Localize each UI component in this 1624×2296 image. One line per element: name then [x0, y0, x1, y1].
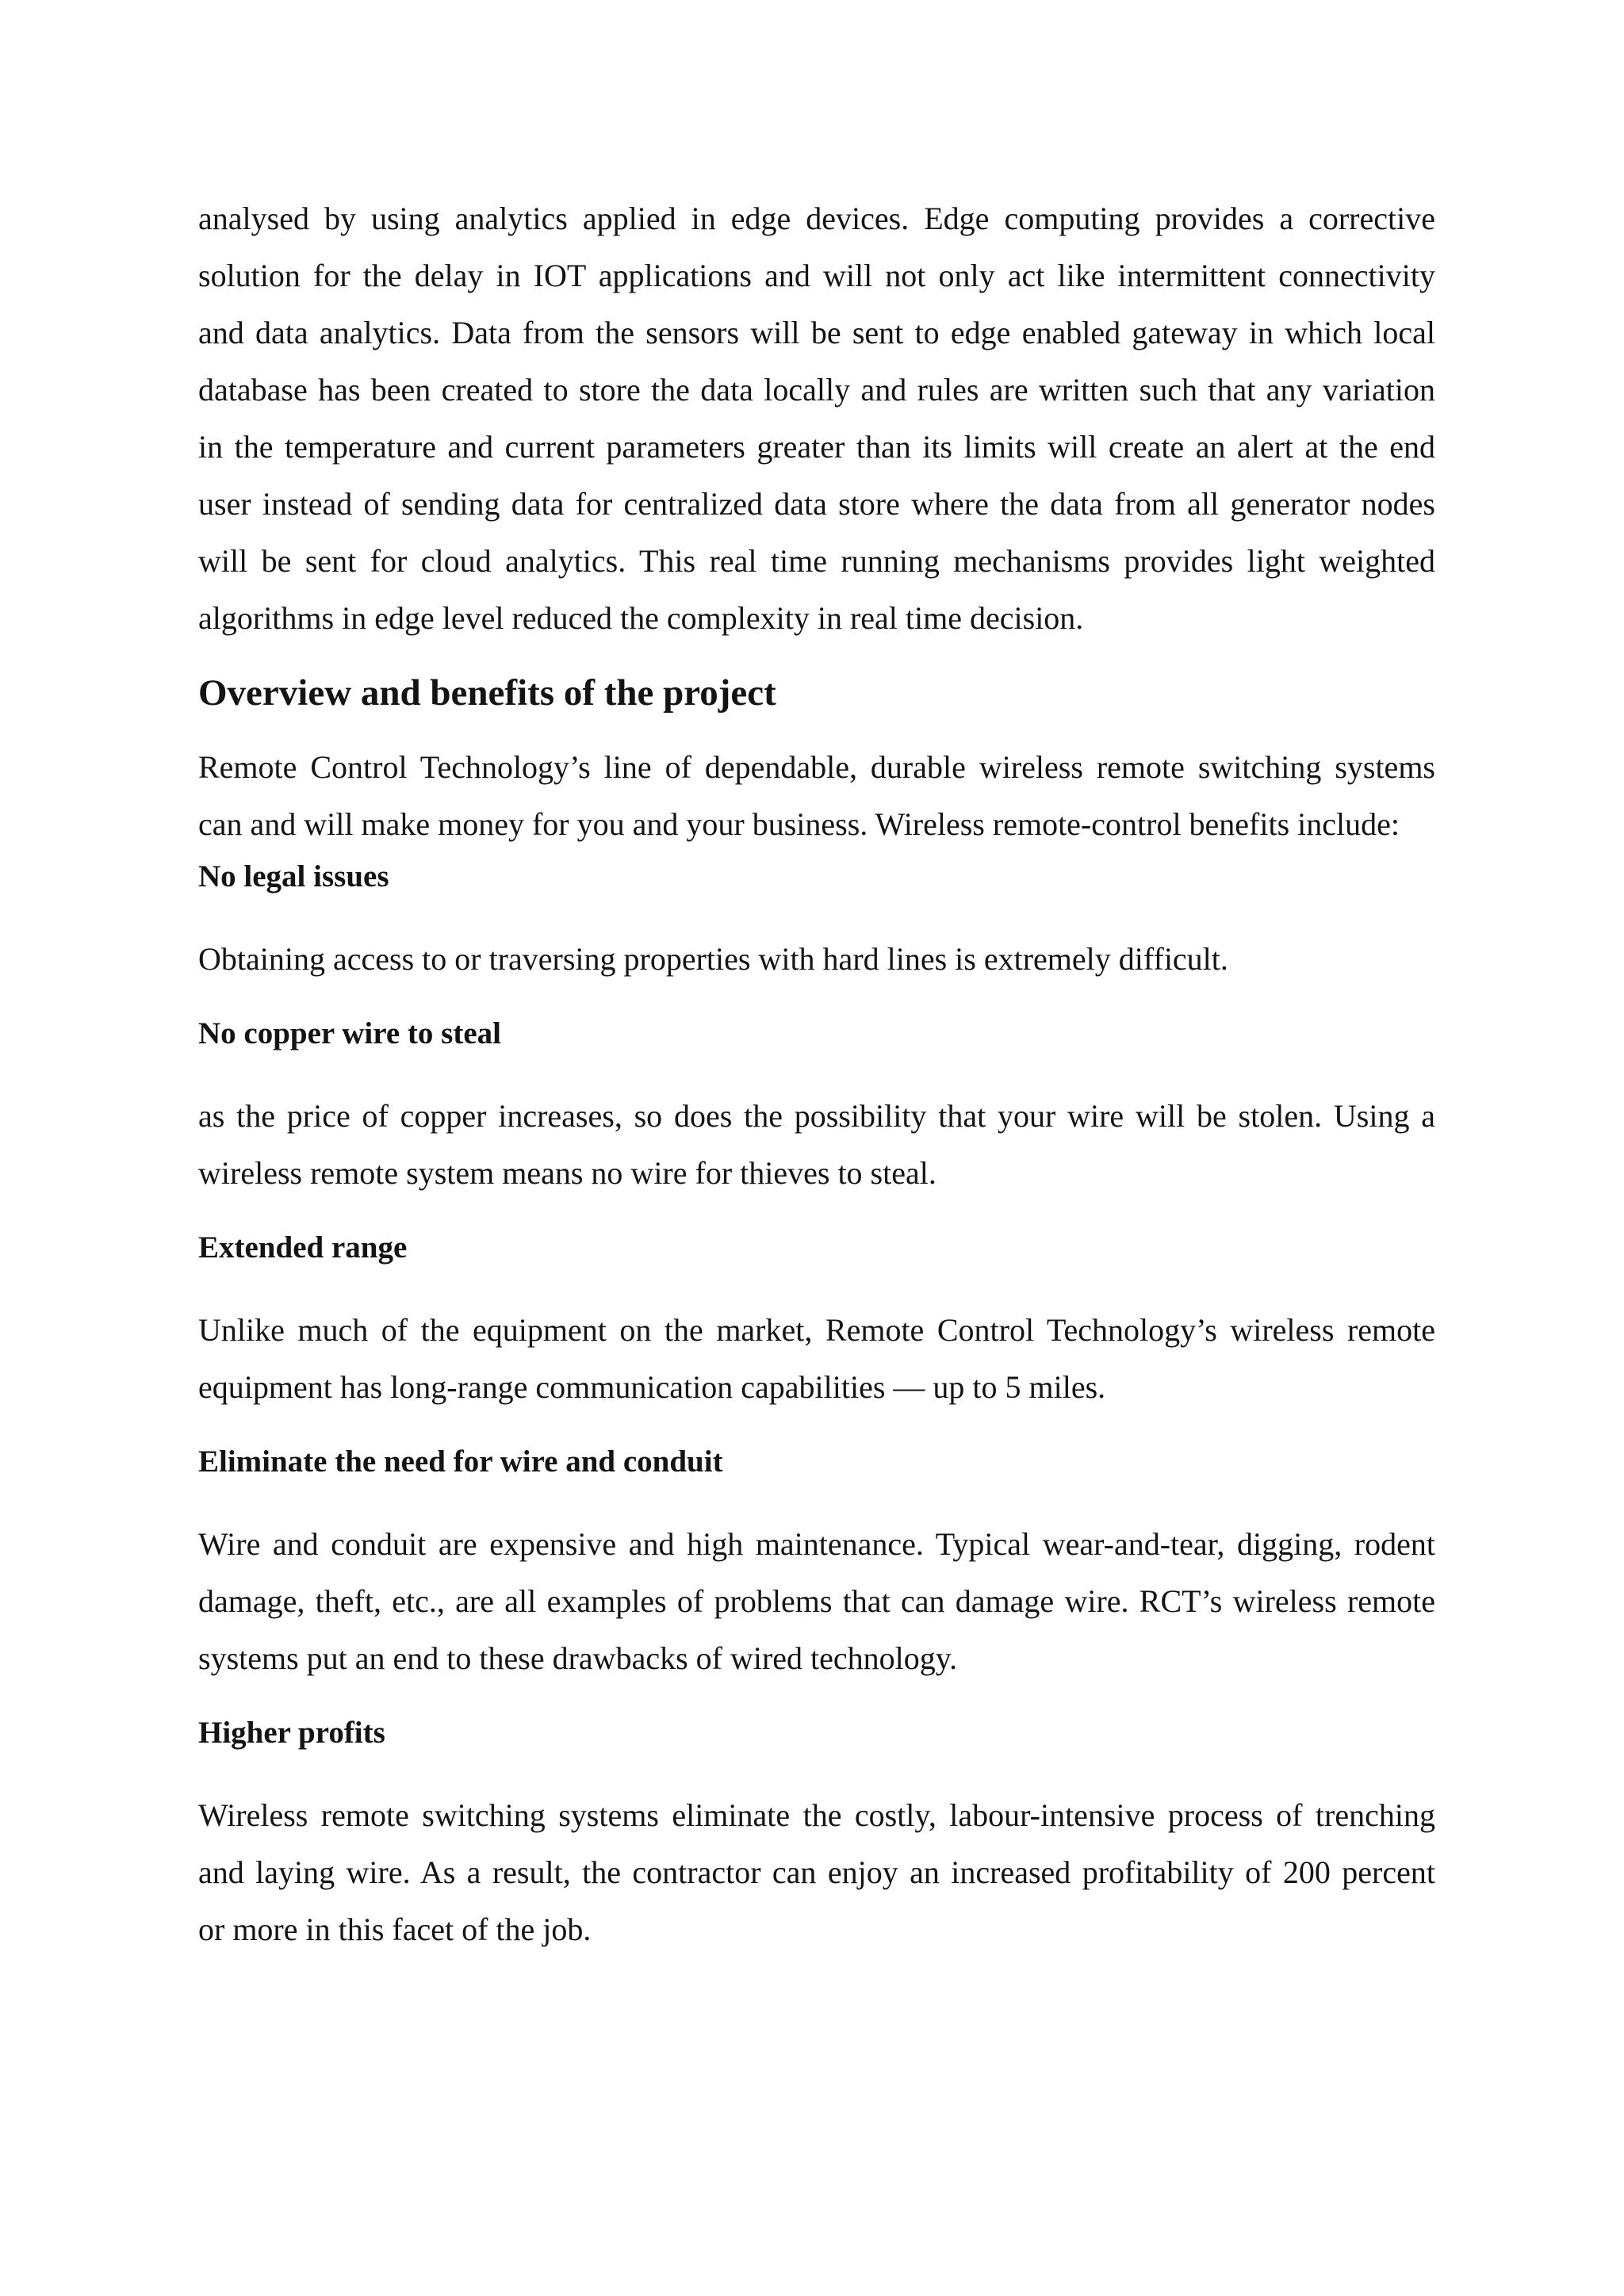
text-line: user instead of sending data for centralized data store where the data from all generator nodes — [198, 486, 1435, 522]
text-line: and data analytics. Data from the sensors will be sent to edge enabled gateway in which local — [198, 315, 1435, 350]
benefit-title-wire-conduit: Eliminate the need for wire and conduit — [198, 1445, 723, 1479]
text-line: and laying wire. As a result, the contractor can enjoy an increased profitability of 200 percent — [198, 1854, 1435, 1890]
benefit-title-legal: No legal issues — [198, 859, 389, 894]
section-heading: Overview and benefits of the project — [198, 672, 776, 714]
overview-paragraph — [198, 739, 1435, 853]
text-line: wireless remote system means no wire for thieves to steal. — [198, 1155, 936, 1191]
text-line: Wire and conduit are expensive and high maintenance. Typical wear-and-tear, digging, rodent — [198, 1526, 1435, 1562]
text-line: damage, theft, etc., are all examples of problems that can damage wire. RCT’s wireless remote — [198, 1583, 1435, 1619]
text-line: or more in this facet of the job. — [198, 1911, 592, 1947]
text-line: systems put an end to these drawbacks of wired technology. — [198, 1640, 958, 1676]
text-line: in the temperature and current parameters greater than its limits will create an alert at the end — [198, 429, 1435, 465]
text-line: algorithms in edge level reduced the complexity in real time decision. — [198, 600, 1084, 636]
text-line: equipment has long-range communication capabilities — up to 5 miles. — [198, 1369, 1106, 1405]
benefit-text-wire-conduit — [198, 1516, 1435, 1687]
text-line: as the price of copper increases, so does the possibility that your wire will be stolen. Using a — [198, 1098, 1435, 1134]
benefit-title-profits: Higher profits — [198, 1716, 385, 1750]
text-line: will be sent for cloud analytics. This real time running mechanisms provides light weighted — [198, 543, 1435, 579]
benefit-text-range — [198, 1302, 1435, 1416]
document-page — [198, 190, 1435, 1958]
benefit-title-copper: No copper wire to steal — [198, 1016, 501, 1050]
text-line: Unlike much of the equipment on the market, Remote Control Technology’s wireless remote — [198, 1312, 1435, 1348]
text-line: Remote Control Technology’s line of dependable, durable wireless remote switching systems — [198, 749, 1435, 785]
text-line: analysed by using analytics applied in edge devices. Edge computing provides a corrective — [198, 201, 1435, 236]
text-line: solution for the delay in IOT applications and will not only act like intermittent connectivity — [198, 258, 1435, 293]
text-line: can and will make money for you and your business. Wireless remote-control benefits include: — [198, 806, 1400, 842]
intro-paragraph — [198, 190, 1435, 647]
text-line: Wireless remote switching systems eliminate the costly, labour-intensive process of trenching — [198, 1797, 1435, 1833]
text-line: database has been created to store the data locally and rules are written such that any variation — [198, 372, 1435, 408]
benefit-title-range: Extended range — [198, 1230, 408, 1265]
benefit-text-legal — [198, 931, 1435, 988]
benefit-text-profits — [198, 1787, 1435, 1958]
benefit-text-copper — [198, 1088, 1435, 1202]
text-line: Obtaining access to or traversing properties with hard lines is extremely difficult. — [198, 941, 1228, 977]
